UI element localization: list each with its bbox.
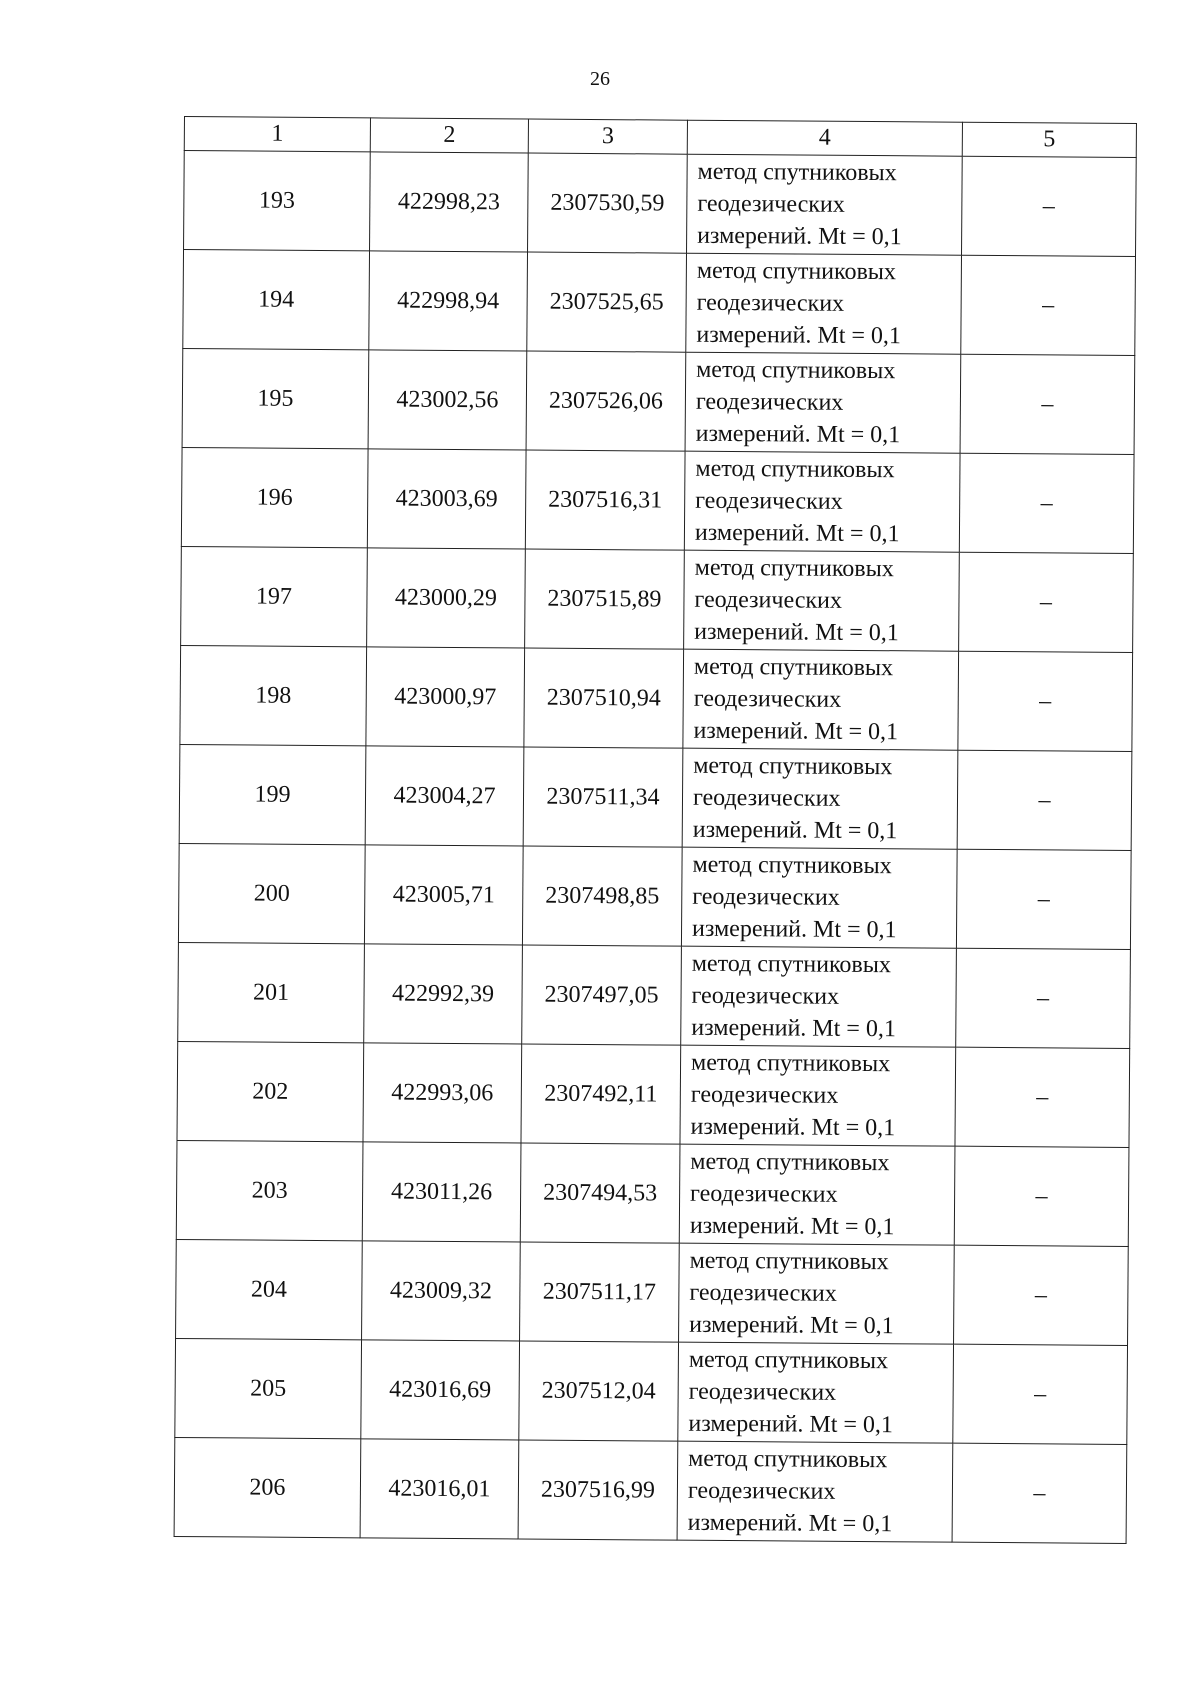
note-cell: – xyxy=(954,1146,1129,1246)
point-number: 198 xyxy=(180,645,367,745)
method-description: метод спутниковых геодезических измерений. Mt = 0,1 xyxy=(680,1045,956,1146)
note-cell: – xyxy=(958,651,1133,751)
coordinate-y: 2307515,89 xyxy=(525,549,685,649)
coordinate-y: 2307512,04 xyxy=(519,1341,679,1441)
table-row xyxy=(178,843,1131,949)
coordinate-y: 2307511,34 xyxy=(523,747,683,847)
note-cell: – xyxy=(960,354,1135,454)
coordinate-y: 2307526,06 xyxy=(526,351,686,451)
table-row xyxy=(177,1041,1130,1147)
method-description: метод спутниковых геодезических измерений. Mt = 0,1 xyxy=(679,1243,955,1344)
coordinate-y: 2307497,05 xyxy=(522,945,682,1045)
table-row xyxy=(181,546,1134,652)
coordinates-table xyxy=(174,116,1137,1544)
method-description: метод спутниковых геодезических измерений. Mt = 0,1 xyxy=(683,649,959,750)
point-number: 201 xyxy=(178,942,365,1042)
method-description: метод спутниковых геодезических измерений. Mt = 0,1 xyxy=(681,946,957,1047)
note-cell: – xyxy=(956,849,1131,949)
coordinate-y: 2307525,65 xyxy=(527,252,687,352)
method-description: метод спутниковых геодезических измерений. Mt = 0,1 xyxy=(681,847,957,948)
table-row xyxy=(182,348,1135,454)
coordinate-y: 2307498,85 xyxy=(522,846,682,946)
point-number: 194 xyxy=(183,250,370,350)
note-cell: – xyxy=(952,1443,1127,1543)
coordinate-y: 2307494,53 xyxy=(520,1143,680,1243)
point-number: 196 xyxy=(181,447,368,547)
point-number: 202 xyxy=(177,1041,364,1141)
note-cell: – xyxy=(959,453,1134,553)
note-cell: – xyxy=(957,750,1132,850)
coordinate-y: 2307492,11 xyxy=(521,1044,681,1144)
coordinate-x: 422998,23 xyxy=(370,152,529,252)
table-row xyxy=(178,942,1131,1048)
coordinate-x: 422998,94 xyxy=(369,251,528,351)
coordinate-x: 423016,69 xyxy=(361,1340,520,1440)
note-cell: – xyxy=(962,156,1137,256)
note-cell: – xyxy=(953,1344,1128,1444)
coordinate-x: 422993,06 xyxy=(363,1043,522,1143)
method-description: метод спутниковых геодезических измерений. Mt = 0,1 xyxy=(686,253,962,354)
method-description: метод спутниковых геодезических измерений. Mt = 0,1 xyxy=(679,1144,955,1245)
point-number: 193 xyxy=(184,151,371,251)
point-number: 206 xyxy=(174,1437,361,1537)
point-number: 203 xyxy=(176,1140,363,1240)
note-cell: – xyxy=(959,552,1134,652)
coordinate-y: 2307516,31 xyxy=(525,450,685,550)
coordinate-y: 2307510,94 xyxy=(524,648,684,748)
note-cell: – xyxy=(961,255,1136,355)
coordinate-x: 423000,29 xyxy=(367,548,526,648)
coordinate-x: 423009,32 xyxy=(362,1241,521,1341)
method-description: метод спутниковых геодезических измерений. Mt = 0,1 xyxy=(687,154,963,255)
method-description: метод спутниковых геодезических измерений. Mt = 0,1 xyxy=(682,748,958,849)
note-cell: – xyxy=(955,1047,1130,1147)
column-header-2: 2 xyxy=(370,118,528,153)
table-row xyxy=(181,447,1134,553)
column-header-1: 1 xyxy=(184,117,370,152)
table-row xyxy=(176,1140,1129,1246)
table-body xyxy=(174,151,1136,1544)
note-cell: – xyxy=(956,948,1131,1048)
coordinate-x: 423002,56 xyxy=(368,350,527,450)
table-row xyxy=(175,1338,1128,1444)
coordinate-x: 423011,26 xyxy=(362,1142,521,1242)
table-row xyxy=(179,744,1132,850)
point-number: 205 xyxy=(175,1338,362,1438)
column-header-5: 5 xyxy=(962,122,1136,157)
point-number: 204 xyxy=(176,1239,363,1339)
coordinate-x: 423004,27 xyxy=(365,746,524,846)
coordinate-x: 423003,69 xyxy=(367,449,526,549)
table-row xyxy=(180,645,1133,751)
method-description: метод спутниковых геодезических измерений. Mt = 0,1 xyxy=(677,1441,953,1542)
method-description: метод спутниковых геодезических измерений. Mt = 0,1 xyxy=(684,550,960,651)
point-number: 195 xyxy=(182,348,369,448)
table-row xyxy=(184,151,1137,257)
point-number: 197 xyxy=(181,546,368,646)
table-row xyxy=(176,1239,1129,1345)
coordinate-x: 423000,97 xyxy=(366,647,525,747)
coordinate-x: 422992,39 xyxy=(364,944,523,1044)
method-description: метод спутниковых геодезических измерений. Mt = 0,1 xyxy=(685,352,961,453)
coordinate-y: 2307530,59 xyxy=(528,153,688,253)
column-header-4: 4 xyxy=(687,120,962,156)
method-description: метод спутниковых геодезических измерений. Mt = 0,1 xyxy=(684,451,960,552)
point-number: 200 xyxy=(178,843,365,943)
coordinate-x: 423005,71 xyxy=(364,845,523,945)
coordinate-y: 2307516,99 xyxy=(518,1440,678,1540)
method-description: метод спутниковых геодезических измерений. Mt = 0,1 xyxy=(678,1342,954,1443)
column-header-3: 3 xyxy=(528,119,687,154)
coordinate-x: 423016,01 xyxy=(360,1439,519,1539)
note-cell: – xyxy=(954,1245,1129,1345)
point-number: 199 xyxy=(179,744,366,844)
table-row xyxy=(183,250,1136,356)
coordinate-y: 2307511,17 xyxy=(520,1242,680,1342)
table-row xyxy=(174,1437,1127,1543)
page-number: 26 xyxy=(590,68,610,90)
